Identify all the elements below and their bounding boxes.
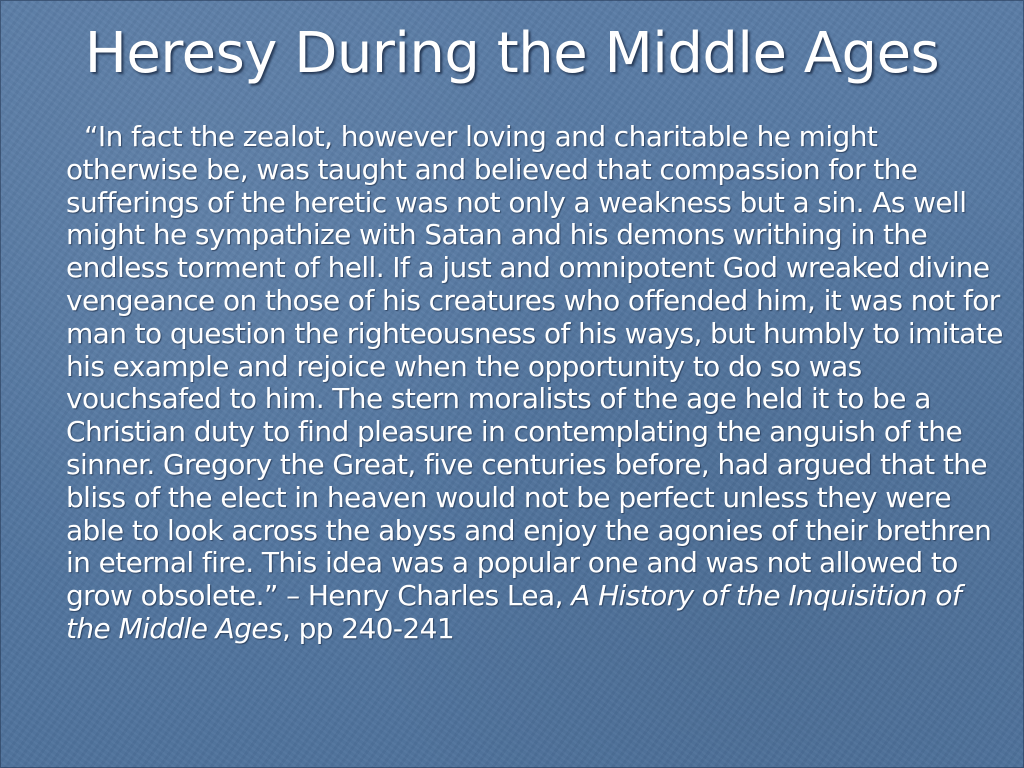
attribution-author: – Henry Charles Lea, (277, 579, 572, 613)
quote-body (66, 121, 1006, 646)
quote-text: “In fact the zealot, however loving and charitable he might otherwise be, was taught and believed that compassion for the sufferings of the heretic was not only a weakness but a sin. As well might he sympathize with Satan and his demons writhing in the endless torment of hell. If a just and omnipotent God wreaked divine vengeance on those of his creatures who offended him, it was not for man to question the righteousness of his ways, but humbly to imitate his example and rejoice when the opportunity to do so was vouchsafed to him. The stern moralists of the age held it to be a Christian duty to find pleasure in contemplating the anguish of the sinner. Gregory the Great, five centuries before, had argued that the bliss of the elect in heaven would not be perfect unless they were able to look across the abyss and enjoy the agonies of their brethren in eternal fire. This idea was a popular one and was not allowed to grow obsolete.” (66, 120, 1003, 613)
slide-title: Heresy During the Middle Ages (84, 21, 940, 86)
book-title: A History of the Inquisition of the Middle Ages (66, 579, 962, 645)
page-reference: , pp 240-241 (282, 611, 455, 645)
